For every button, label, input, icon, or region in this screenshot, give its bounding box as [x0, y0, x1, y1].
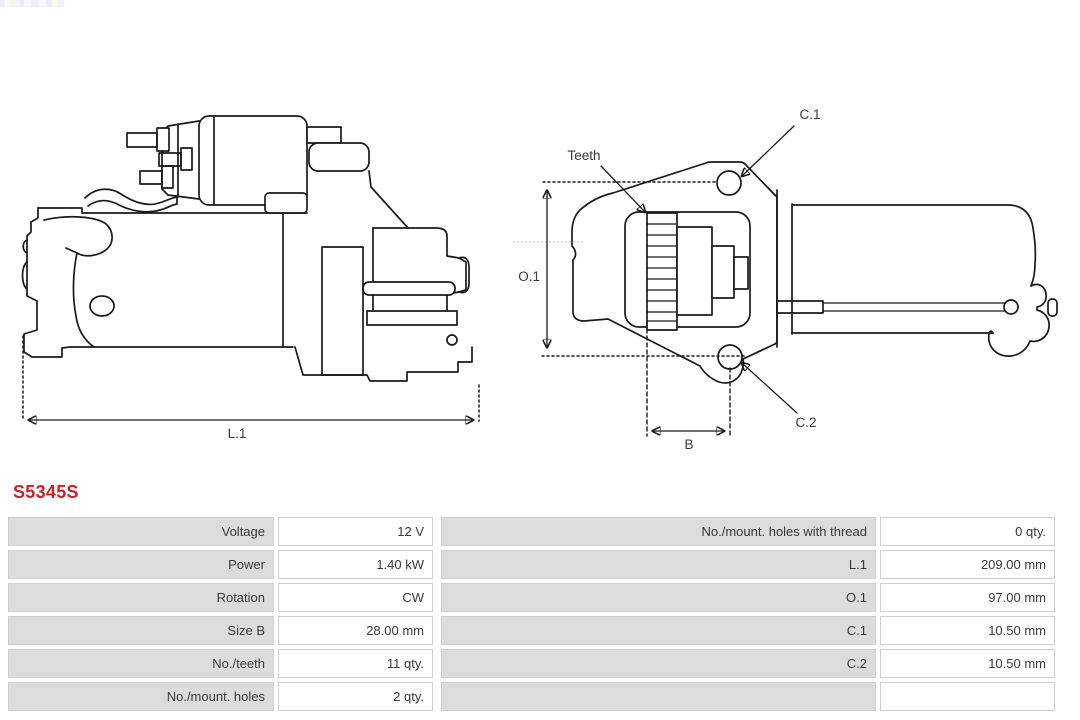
table-row: [8, 682, 433, 711]
dim-label-c2: C.2: [795, 415, 817, 430]
spec-value: 10.50 mm: [880, 616, 1055, 645]
product-code-title: S5345S: [13, 482, 79, 502]
front-view-drawing: [513, 107, 1057, 452]
spec-table-right: [437, 513, 1059, 715]
spec-label: O.1: [441, 583, 876, 612]
table-row: [8, 616, 433, 645]
spec-value: 10.50 mm: [880, 649, 1055, 678]
spec-label: Voltage: [8, 517, 274, 546]
side-view-drawing: [23, 116, 480, 441]
spec-value: CW: [278, 583, 433, 612]
table-row: [8, 550, 433, 579]
spec-label: Size B: [8, 616, 274, 645]
spec-label: L.1: [441, 550, 876, 579]
spec-value: 28.00 mm: [278, 616, 433, 645]
spec-value: 2 qty.: [278, 682, 433, 711]
spec-label: C.1: [441, 616, 876, 645]
table-row: [8, 517, 433, 546]
table-row: [441, 550, 1055, 579]
spec-table-left: [4, 513, 437, 715]
spec-label: No./mount. holes with thread: [441, 517, 876, 546]
dim-label-c1: C.1: [799, 107, 821, 122]
spec-value: 97.00 mm: [880, 583, 1055, 612]
table-row: [441, 682, 1055, 711]
spec-value: 1.40 kW: [278, 550, 433, 579]
spec-value: [880, 682, 1055, 711]
table-row: [441, 583, 1055, 612]
spec-value: 209.00 mm: [880, 550, 1055, 579]
spec-tables: [4, 513, 1076, 715]
spec-label: No./mount. holes: [8, 682, 274, 711]
spec-value: 12 V: [278, 517, 433, 546]
spec-label: No./teeth: [8, 649, 274, 678]
table-row: [441, 649, 1055, 678]
dim-label-o1: O.1: [518, 269, 540, 284]
table-row: [441, 616, 1055, 645]
spec-value: 11 qty.: [278, 649, 433, 678]
table-row: [441, 517, 1055, 546]
spec-label: C.2: [441, 649, 876, 678]
table-row: [8, 583, 433, 612]
spec-label: Power: [8, 550, 274, 579]
teeth-label: Teeth: [567, 148, 601, 163]
spec-label: Rotation: [8, 583, 274, 612]
table-row: [8, 649, 433, 678]
spec-value: 0 qty.: [880, 517, 1055, 546]
dim-label-l1: L.1: [227, 426, 247, 441]
spec-label: [441, 682, 876, 711]
dim-label-b: B: [684, 437, 694, 452]
